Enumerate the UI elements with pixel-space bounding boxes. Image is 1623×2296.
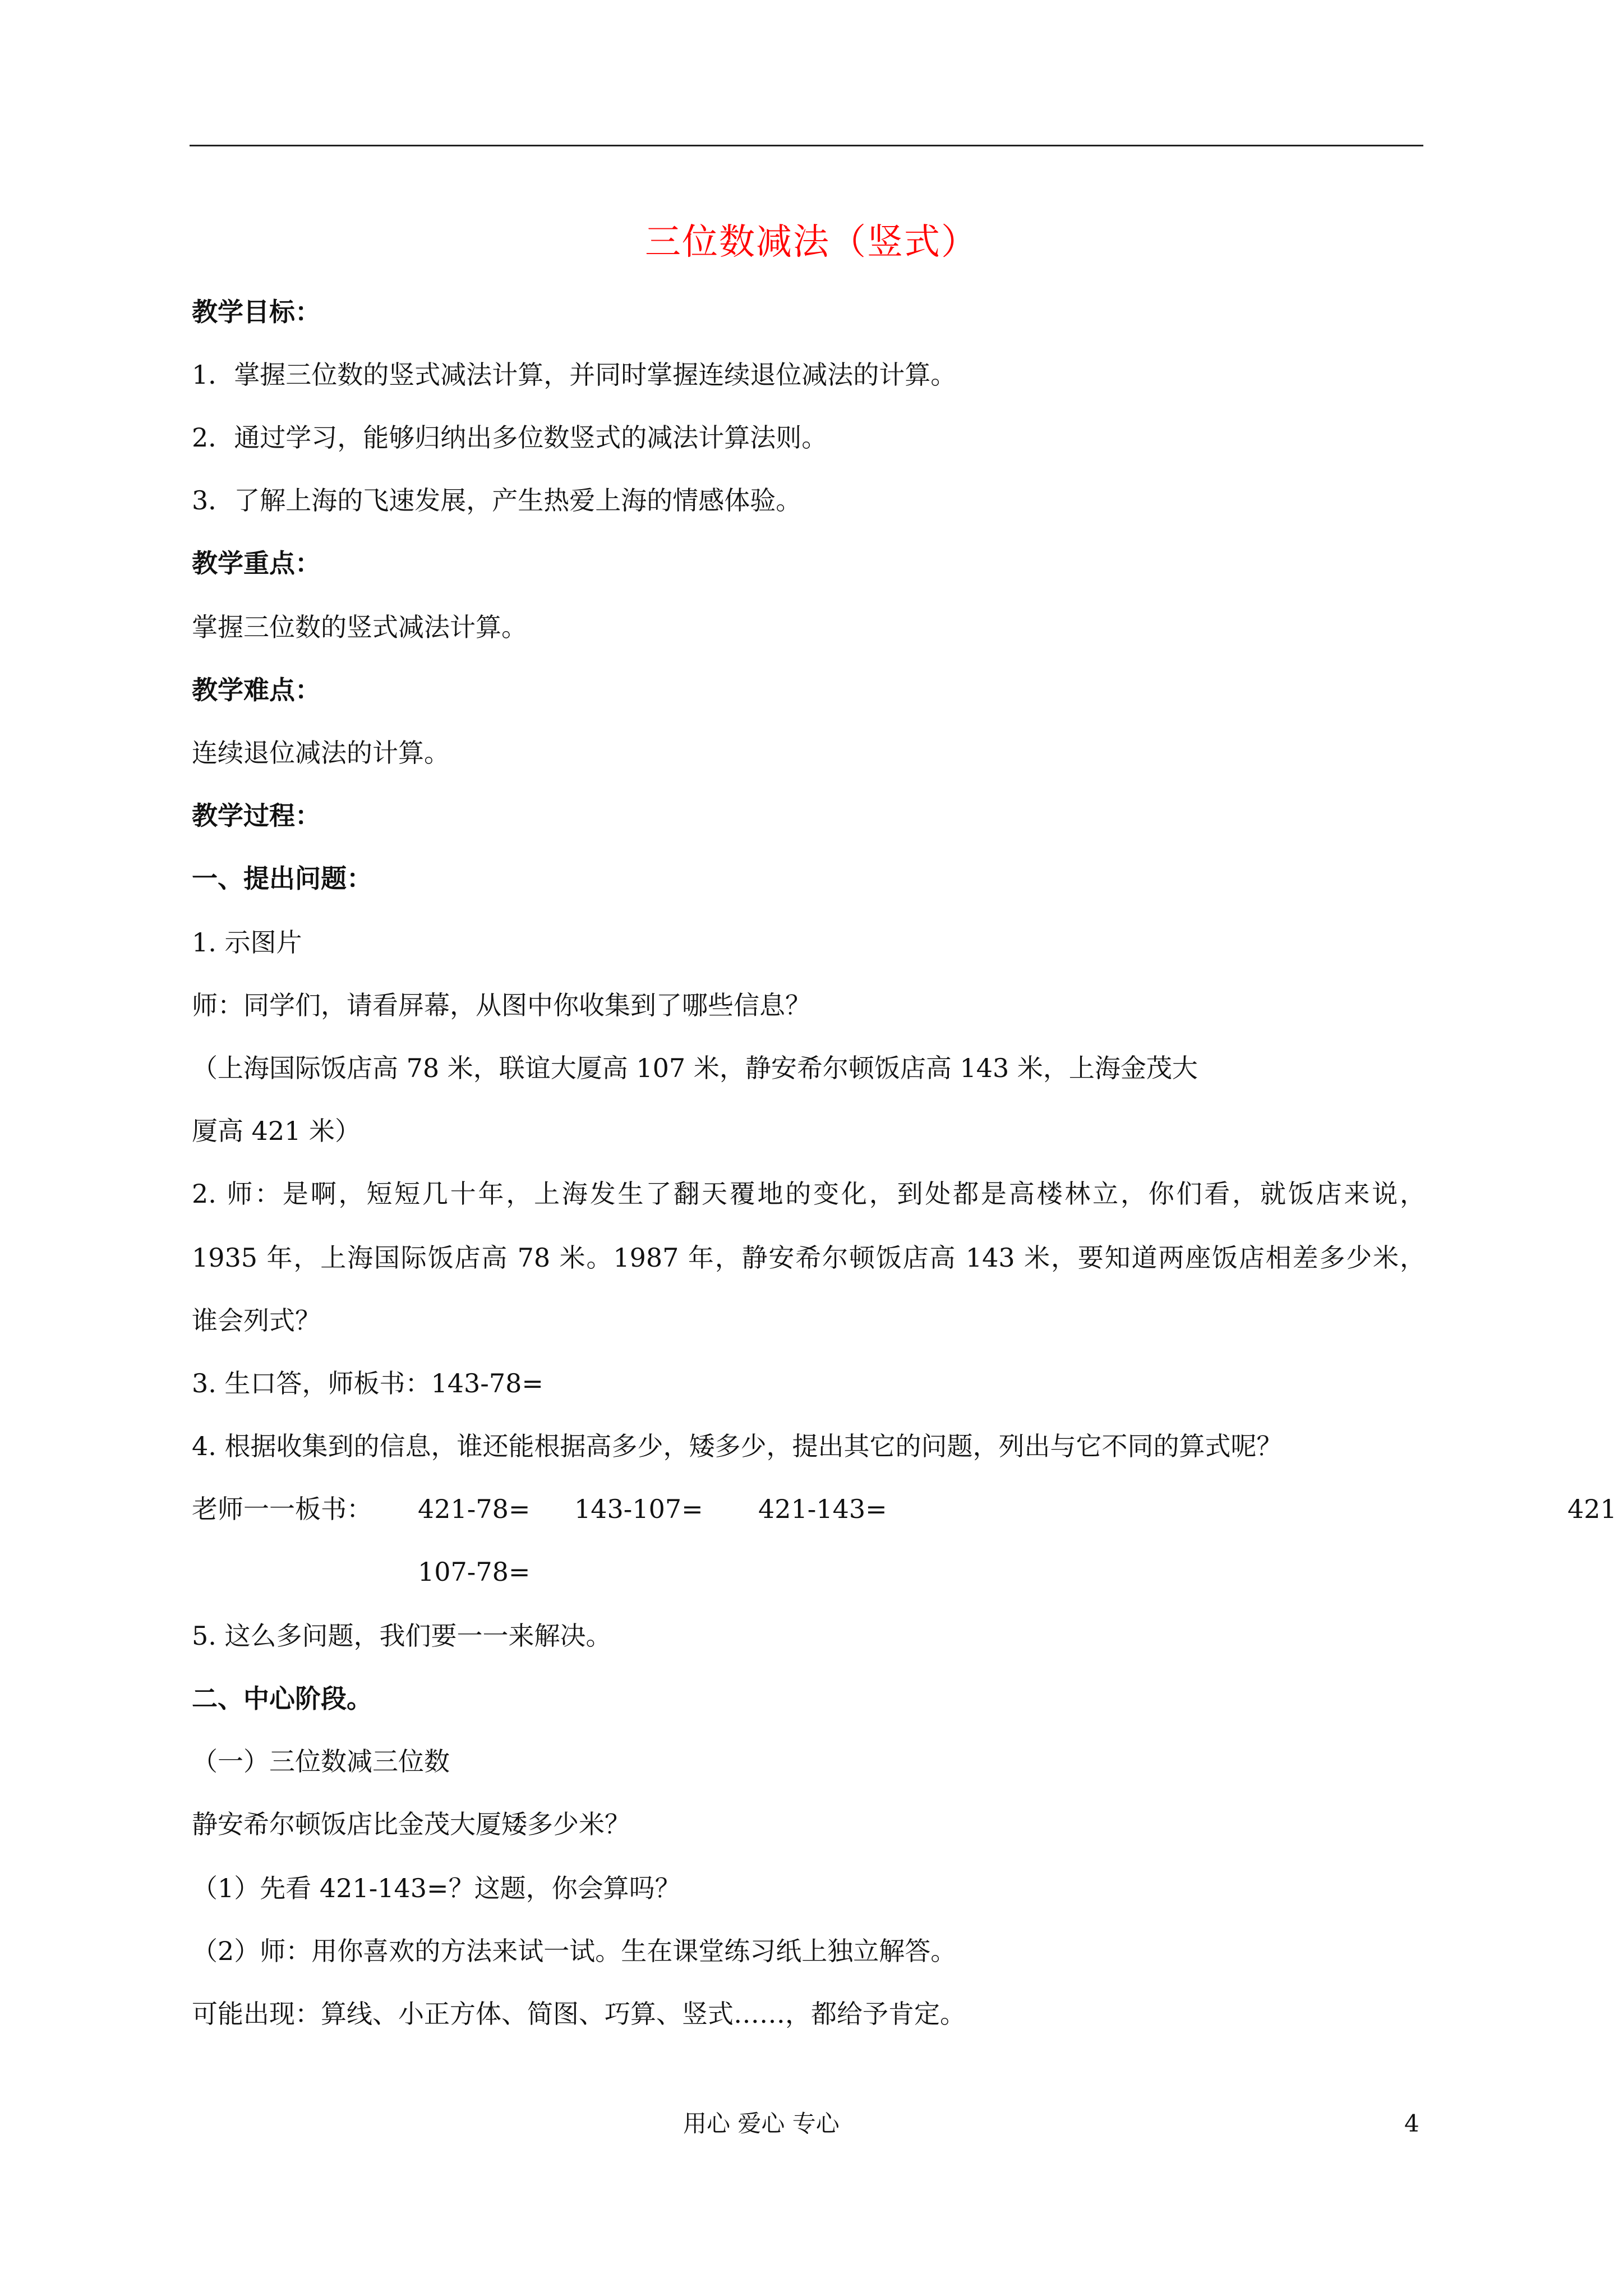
paragraph: 1935 年，上海国际饭店高 78 米。1987 年，静安希尔顿饭店高 143 米，要知道两座饭店相差多少米， [192,1243,1426,1273]
process-heading: 教学过程： [192,800,321,831]
part-two-heading: 二、中心阶段。 [192,1683,372,1714]
paragraph: 可能出现：算线、小正方体、简图、巧算、竖式……，都给予肯定。 [192,1999,966,2029]
difficulty-heading: 教学难点： [192,675,321,705]
paragraph: 4. 根据收集到的信息，谁还能根据高多少，矮多少，提出其它的问题，列出与它不同的算式呢？ [192,1431,1283,1461]
paragraph: 厦高 421 米） [192,1116,361,1146]
subsection-heading: （一）三位数减三位数 [192,1746,450,1777]
paragraph: 2. 师：是啊，短短几十年，上海发生了翻天覆地的变化，到处都是高楼林立，你们看，就饭店来说， [192,1179,1426,1209]
board-equation: 107-78= [418,1557,531,1587]
key-point-heading: 教学重点： [192,548,321,578]
paragraph: 3. 生口答，师板书：143-78= [192,1368,543,1398]
footer-motto: 用心 爱心 专心 [683,2110,840,2137]
board-label: 老师一一板书： [192,1494,372,1524]
board-equation: 421-78= [418,1494,531,1524]
paragraph: 谁会列式？ [192,1305,321,1336]
paragraph: 师：同学们，请看屏幕，从图中你收集到了哪些信息？ [192,990,811,1020]
objective-item: 1．掌握三位数的竖式减法计算，并同时掌握连续退位减法的计算。 [192,360,957,390]
page-number: 4 [1404,2110,1419,2137]
paragraph: （1）先看 421-143=？这题，你会算吗？ [192,1873,681,1903]
objective-item: 2．通过学习，能够归纳出多位数竖式的减法计算法则。 [192,422,828,453]
page-title: 三位数减法（竖式） [645,222,978,263]
board-equation: 143-107= [574,1494,703,1524]
paragraph: 1. 示图片 [192,927,302,958]
paragraph: （上海国际饭店高 78 米，联谊大厦高 107 米，静安希尔顿饭店高 143 米，上海金茂大 [192,1053,1198,1083]
board-equation: 421-143= [758,1494,887,1524]
key-point-text: 掌握三位数的竖式减法计算。 [192,612,527,642]
board-equation: 421 [1567,1494,1617,1524]
paragraph: 5. 这么多问题，我们要一一来解决。 [192,1621,612,1651]
paragraph: 静安希尔顿饭店比金茂大厦矮多少米？ [192,1809,630,1839]
objective-item: 3．了解上海的飞速发展，产生热爱上海的情感体验。 [192,485,802,516]
objectives-heading: 教学目标： [192,297,321,327]
paragraph: （2）师：用你喜欢的方法来试一试。生在课堂练习纸上独立解答。 [192,1936,957,1966]
header-rule [190,145,1423,146]
difficulty-text: 连续退位减法的计算。 [192,738,450,768]
part-one-heading: 一、提出问题： [192,863,372,894]
